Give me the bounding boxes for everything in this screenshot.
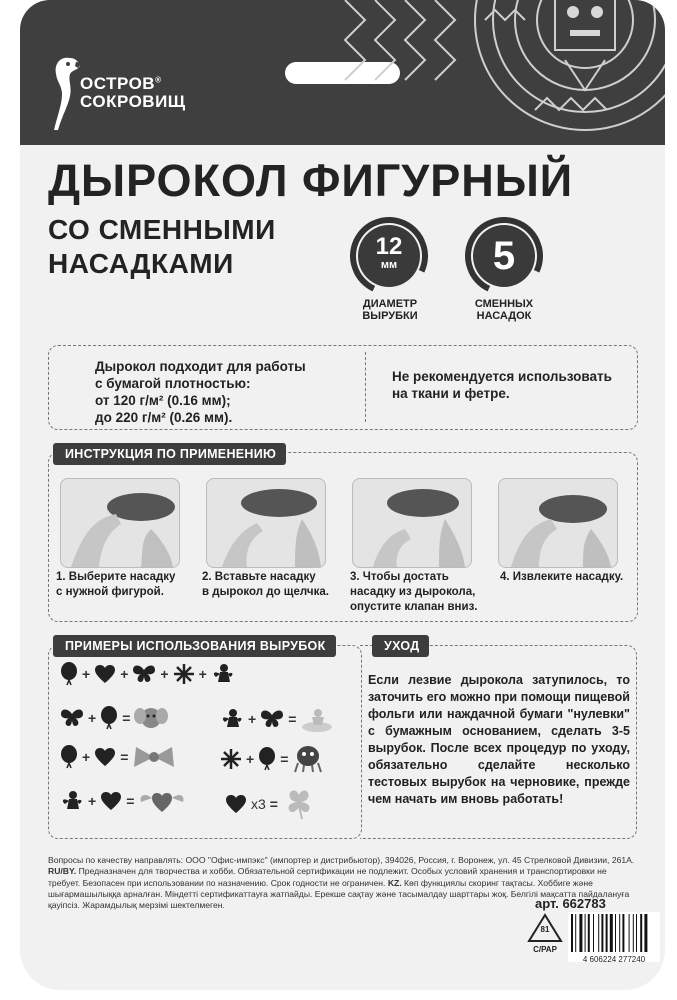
brand-registered: ®: [155, 75, 162, 85]
plus-sign: +: [88, 793, 97, 809]
equals-sign: =: [288, 711, 297, 727]
balloon-icon: [60, 662, 78, 686]
snowflake-icon: [220, 748, 242, 770]
article-number: арт. 662783: [535, 896, 606, 911]
heart-icon: [94, 664, 116, 684]
subtitle-line-2: НАСАДКАМИ: [48, 248, 234, 279]
recycle-code: 81: [540, 925, 550, 934]
balloon-icon: [60, 745, 78, 769]
paper-line-4: до 220 г/м² (0.26 мм).: [95, 410, 233, 425]
warning-line-2: на ткани и фетре.: [392, 386, 510, 401]
warning-line-1: Не рекомендуется использовать: [392, 369, 612, 384]
step-4-text: 4. Извлеките насадку.: [500, 571, 624, 583]
brand-line-2: СОКРОВИЩ: [80, 92, 186, 111]
barcode-number: 4 606224 277240: [582, 955, 646, 964]
header-band: [20, 0, 665, 145]
butterfly-icon: [60, 708, 84, 728]
step-3-photo: [352, 478, 472, 568]
octopus-result-icon: [292, 745, 324, 773]
aztec-pattern-icon: [285, 0, 665, 160]
product-title: ДЫРОКОЛ ФИГУРНЫЙ: [48, 155, 574, 206]
plus-sign: +: [246, 751, 255, 767]
plus-sign: +: [248, 711, 257, 727]
equals-sign: =: [269, 796, 278, 812]
diameter-badge: [350, 217, 428, 295]
step-3-text: 3. Чтобы достать насадку из дырокола, опустите клапан вниз.: [350, 571, 478, 613]
recycle-mark: [525, 913, 565, 961]
legal-line-4: шығармашылыққа арналған. Міндетті сертификаттауға жатпайды. Ерекше сақтау және тасымалдау шарттары жоқ. Белгілі мақсатта пайдалануға: [48, 888, 630, 899]
legal-line-2: RU/BY. Предназначен для творчества и хобби. Обязательной сертификации не подлежит. Особых условий хранения и транспортировки не: [48, 866, 607, 877]
winged-heart-result-icon: [138, 788, 186, 814]
heart-icon: [100, 791, 122, 811]
plus-sign: +: [120, 666, 129, 682]
angel-icon: [211, 662, 235, 686]
diameter-caption: [355, 298, 425, 322]
clover-result-icon: [282, 788, 316, 820]
legal-line-5: қауіпсіз. Жарамдылық мерзімі шектелмеген.: [48, 900, 225, 911]
plus-sign: +: [160, 666, 169, 682]
equals-sign: =: [122, 710, 131, 726]
step-1-photo: [60, 478, 180, 568]
times-three-label: x3: [251, 796, 266, 812]
examples-label: ПРИМЕРЫ ИСПОЛЬЗОВАНИЯ ВЫРУБОК: [53, 635, 336, 657]
product-subtitle: [48, 213, 276, 281]
step-1-text: 1. Выберите насадку с нужной фигурой.: [56, 571, 176, 598]
legal-line-3: требует. Безопасен при использовании по назначению. Срок годности не ограничен. KZ. Көп функциялы скоринг тақтасы. Хоббиге және: [48, 877, 593, 888]
brand-logo: [48, 52, 186, 136]
angel-icon: [60, 789, 84, 813]
attachments-caption: [467, 298, 541, 322]
example-row-3b: [220, 745, 324, 773]
heart-icon: [94, 747, 116, 767]
instructions-label: ИНСТРУКЦИЯ ПО ПРИМЕНЕНИЮ: [53, 443, 286, 465]
diameter-caption-line-2: ВЫРУБКИ: [362, 310, 418, 322]
diameter-unit: мм: [380, 259, 398, 271]
attachments-value: 5: [492, 234, 516, 278]
balloon-icon: [258, 747, 276, 771]
plus-sign: +: [82, 749, 91, 765]
elephant-result-icon: [134, 705, 168, 731]
snowflake-icon: [173, 663, 195, 685]
bow-result-icon: [132, 745, 176, 769]
angel-icon: [220, 707, 244, 731]
butterfly-icon: [132, 664, 156, 684]
paper-divider: [365, 352, 366, 422]
attachments-badge: [465, 217, 543, 295]
care-text: Если лезвие дырокола затупилось, то заточить его можно при помощи пищевой фольги или наждачной бумаги "нулевки" с бумажным основанием, сделать 3-5 вырубок. После всех процедур по уходу, обязательно сделайте несколько тестовых вырубок на черновике, прежде чем начать им вновь работать!: [368, 673, 630, 806]
diameter-value: 12: [375, 233, 403, 260]
legal-line-1: Вопросы по качеству направлять: ООО "Офис-импэкс" (импортер и дистрибьютор), 394026, Россия, г. Воронеж, ул. 45 Стрелковой Дивизии, 261А.: [48, 855, 635, 865]
example-row-2a: [60, 705, 168, 731]
step-2-photo: [206, 478, 326, 568]
butterfly-icon: [260, 709, 284, 729]
recycle-label: C/PAP: [533, 945, 557, 954]
angel-cloud-result-icon: [300, 705, 334, 733]
plus-sign: +: [88, 710, 97, 726]
example-row-4b: [225, 788, 316, 820]
paper-line-1: Дырокол подходит для работы: [95, 359, 306, 374]
care-label: УХОД: [372, 635, 429, 657]
example-row-2b: [220, 705, 334, 733]
example-row-4a: [60, 788, 186, 814]
example-row-1: [60, 662, 235, 686]
attachments-caption-line-2: НАСАДОК: [476, 310, 532, 322]
subtitle-line-1: СО СМЕННЫМИ: [48, 214, 276, 245]
step-4-photo: [498, 478, 618, 568]
plus-sign: +: [82, 666, 91, 682]
paper-line-3: от 120 г/м² (0.16 мм);: [95, 393, 231, 408]
example-row-3a: [60, 745, 176, 769]
brand-line-1: ОСТРОВ: [80, 74, 156, 93]
equals-sign: =: [126, 793, 135, 809]
paper-density-text: [95, 358, 355, 426]
packaging-card: [20, 0, 665, 990]
heart-icon: [225, 794, 247, 814]
plus-sign: +: [198, 666, 207, 682]
diameter-caption-line-1: ДИАМЕТР: [362, 298, 418, 310]
parrot-icon: [48, 52, 82, 132]
paper-line-2: с бумагой плотностью:: [95, 376, 251, 391]
fabric-warning-text: [392, 368, 632, 402]
step-2-text: 2. Вставьте насадку в дырокол до щелчка.: [202, 571, 329, 598]
balloon-icon: [100, 706, 118, 730]
equals-sign: =: [280, 751, 289, 767]
attachments-caption-line-1: СМЕННЫХ: [474, 298, 534, 310]
equals-sign: =: [120, 749, 129, 765]
